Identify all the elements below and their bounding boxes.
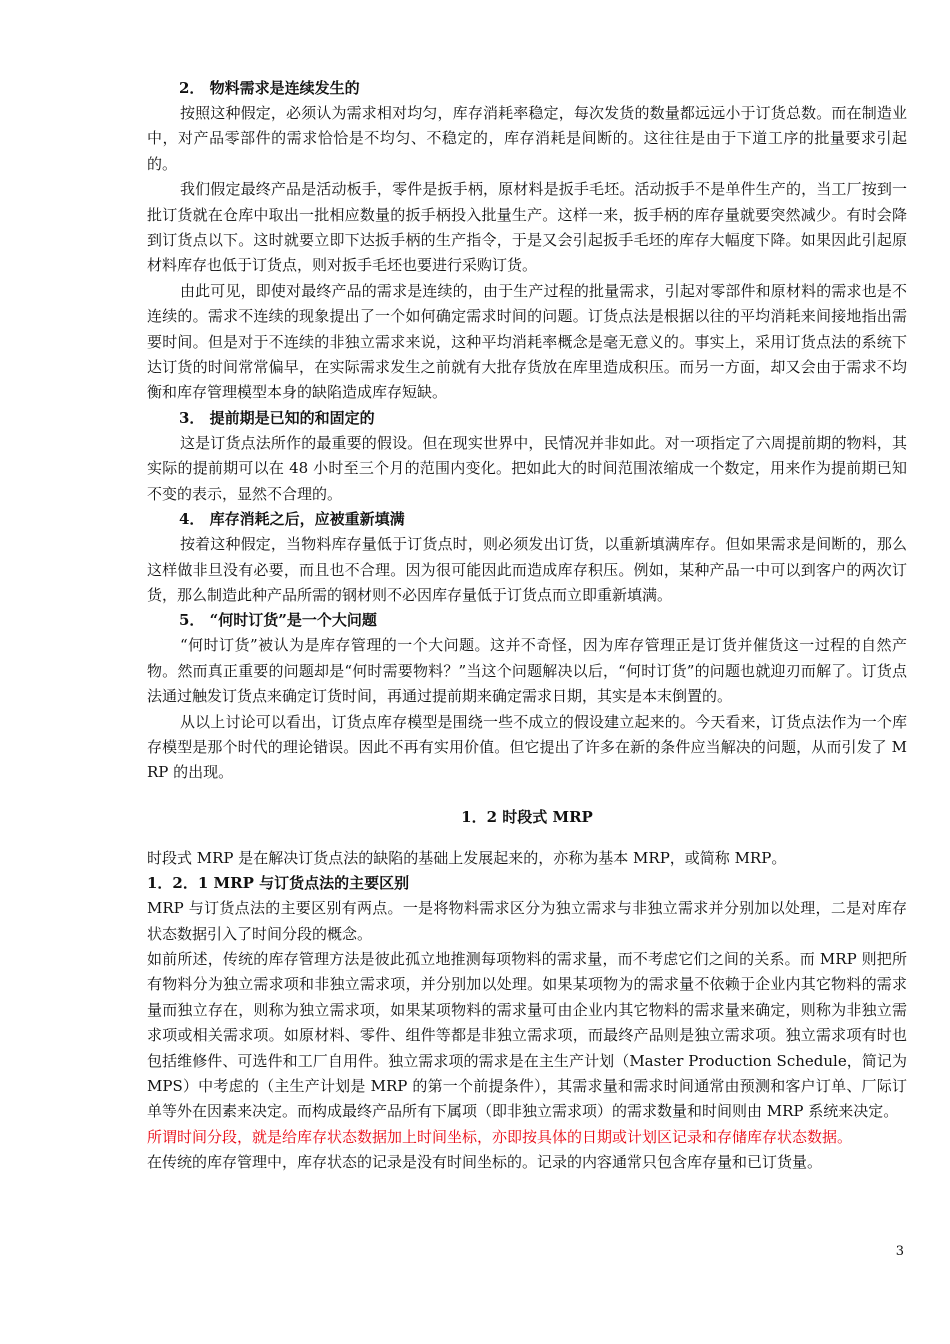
paragraph-11: 在传统的库存管理中，库存状态的记录是没有时间坐标的。记录的内容通常只包含库存量和已订货量。 xyxy=(147,1153,823,1172)
paragraph-1: 按照这种假定，必须认为需求相对均匀，库存消耗率稳定，每次发货的数量都远远小于订货总数。而在制造业中，对产品零部件的需求恰恰是不均匀、不稳定的，库存消耗是间断的。这往往是由于下道工序的批量要求引起的。 xyxy=(147,104,907,173)
heading-6: 1．2．1 MRP 与订货点法的主要区别 xyxy=(147,874,410,893)
page-number: 3 xyxy=(895,1244,904,1259)
heading-3: 3． 提前期是已知的和固定的 xyxy=(179,408,375,427)
paragraph-4: 这是订货点法所作的最重要的假设。但在现实世界中，民情况并非如此。对一项指定了六周提前期的物料，其实际的提前期可以在 48 小时至三个月的范围内变化。把如此大的时间范围浓缩成一个数定，用来作为提前期已知不变的表示，显然不合理的。 xyxy=(147,433,907,503)
paragraph-5: 按着这种假定，当物料库存量低于订货点时，则必须发出订货，以重新填满库存。但如果需求是间断的，那么这样做非旦没有必要，而且也不合理。因为很可能因此而造成库存积压。例如，某种产品一中可以到客户的两次订货，那么制造此种产品所需的钢材则不必因库存量低于订货点而立即重新填满。 xyxy=(147,535,907,604)
paragraph-6: “何时订货”被认为是库存管理的一个大问题。这并不奇怪，因为库存管理正是订货并催货这一过程的自然产物。然而真正重要的问题却是“何时需要物料？”当这个问题解决以后，“何时订货”的问题也就迎刃而解了。订货点法通过触发订货点来确定订货时间，再通过提前期来确定需求日期，其实是本末倒置的。 xyxy=(147,636,907,706)
paragraph-3: 由此可见，即使对最终产品的需求是连续的，由于生产过程的批量需求，引起对零部件和原材料的需求也是不连续的。需求不连续的现象提出了一个如何确定需求时间的问题。订货点法是根据以往的平均消耗来间接地指出需要时间。但是对于不连续的非独立需求来说，这种平均消耗率概念是毫无意义的。事实上，采用订货点法的系统下达订货的时间常常偏早，在实际需求发生之前就有大批存货放在库里造成积压。而另一方面，却又会由于需求不均衡和库存管理模型本身的缺陷造成库存短缺。 xyxy=(147,281,907,402)
paragraph-highlighted: 所谓时间分段，就是给库存状态数据加上时间坐标，亦即按具体的日期或计划区记录和存储库存状态数据。 xyxy=(147,1127,853,1146)
paragraph-2: 我们假定最终产品是活动板手，零件是扳手柄，原材料是扳手毛坯。活动扳手不是单件生产的，当工厂按到一批订货就在仓库中取出一批相应数量的扳手柄投入批量生产。这样一来，扳手柄的库存量就要突然减少。有时会降到订货点以下。这时就要立即下达扳手柄的生产指令，于是又会引起扳手毛坯的库存大幅度下降。如果因此引起原材料库存也低于订货点，则对扳手毛坯也要进行采购订货。 xyxy=(147,180,907,275)
heading-5: 5． “何时订货”是一个大问题 xyxy=(179,611,377,630)
paragraph-10: 如前所述，传统的库存管理方法是彼此孤立地推测每项物料的需求量，而不考虑它们之间的关系。而 MRP 则把所有物料分为独立需求项和非独立需求项，并分别加以处理。如果某项物为的需求量不依赖于企业内其它物料的需求量而独立存在，则称为独立需求项，如果某项物料的需求量可由企业内其它物料的需求量来确定，则称为非独立需求项或相关需求项。如原材料、零件、组件等都是非独立需求项，而最终产品则是独立需求项。独立需求项有时也包括维修件、可选件和工厂自用件。独立需求项的需求是在主生产计划（Master Production Schedule，简记为 MPS）中考虑的（主生产计划是 MRP 的第一个前提条件），其需求量和需求时间通常由预测和客户订单、厂际订单等外在因素来决定。而构成最终产品所有下属项（即非独立需求项）的需求数量和时间则由 MRP 系统来决定。 xyxy=(147,949,907,1121)
paragraph-9: MRP 与订货点法的主要区别有两点。一是将物料需求区分为独立需求与非独立需求并分别加以处理，二是对库存状态数据引入了时间分段的概念。 xyxy=(147,899,907,943)
paragraph-8: 时段式 MRP 是在解决订货点法的缺陷的基础上发展起来的，亦称为基本 MRP，或简称 MRP。 xyxy=(147,848,787,867)
heading-2: 2． 物料需求是连续发生的 xyxy=(179,79,360,97)
section-title: 1．2 时段式 MRP xyxy=(461,807,593,826)
paragraph-7: 从以上讨论可以看出，订货点库存模型是围绕一些不成立的假设建立起来的。今天看来，订货点法作为一个库存模型是那个时代的理论错误。因此不再有实用价值。但它提出了许多在新的条件应当解决的问题，从而引发了 MRP 的出现。 xyxy=(147,712,907,782)
text-column xyxy=(147,76,907,1176)
heading-4: 4． 库存消耗之后，应被重新填满 xyxy=(179,510,405,529)
